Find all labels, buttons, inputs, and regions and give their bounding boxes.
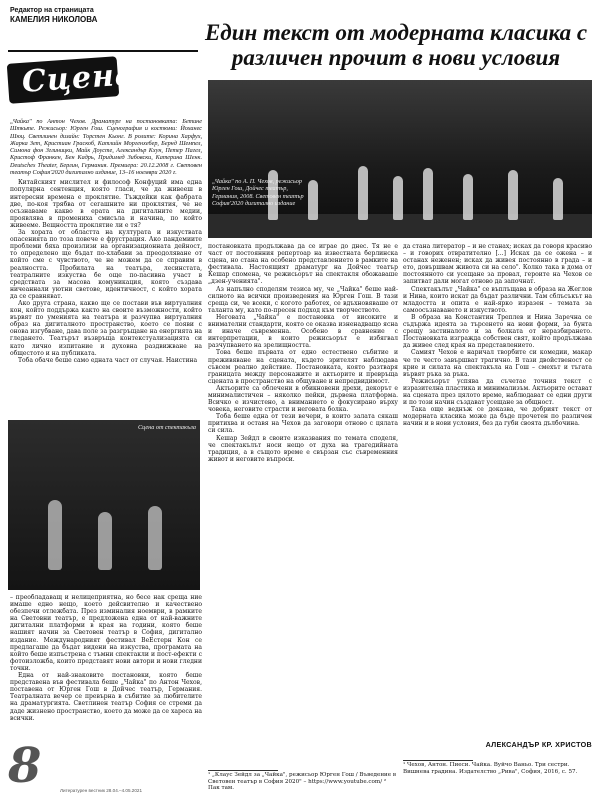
article-author: АЛЕКСАНДЪР КР. ХРИСТОВ <box>485 740 592 749</box>
paragraph: – преобладаващ и нелицеприятна, но бесе нак среща ние имаше едно нещо, което дейсвително и качествено обезпечи отлежбата. През изминалия ноември, в рамките на Световни театър, е предложена една от най-важните дигитални платформи в края на години, която беше нашият начин за Световен театър в София, дигитално издание. Международният фестивал ВеЕстерн Кон се предлагаше да бъдат видени на изкуства, програмата на който беше изпъстрена с тъмни спектакли и пост-ефекти с фотоизложба, които представят нови автори и нови гледни точки. <box>10 594 202 672</box>
scene-photo-caption: Сцена от спектакъла <box>138 424 196 431</box>
paragraph: В образа на Константин Треплев и Нина Заречна се съдържа идеята за търсенето на нови форми, за бунта срещу застиналото и за болката от неразбирането. Постановката изгражда собствен свят, който продължава да живее след края на представлението. <box>403 313 592 350</box>
editor-name: КАМЕЛИЯ НИКОЛОВА <box>10 15 98 24</box>
production-credits: „Чайка" по Антон Чехов. Драматург на постановката: Бетине Шткьте. Режисьор: Юрген Гош. Сценография и костюми: Йоханес Шюц. Светлинен дизайн: Торстен Кьонг. В ролите: Корина Харфух, Жарка Зет, Кристиан Граскоб, Катлийн Моргенхебер, Бернд Шемпел, Симона фон Зглиницки, Майк Доусте, Александър Кхун, Петер Пагел, Кристоф Франкен, Бен Кадрь, Придимед Зибовски, Катерина Шенк. Deutsches Theater, Берлин, Германия. Премиера: 20.12.2008 г. Световен театър София'2020 дигитално издание, 13–16 ноември 2020 г. <box>10 118 202 177</box>
article-column-1 <box>10 118 202 418</box>
paragraph: Самият Чехов е наричал творбите си комедии, макар че те често завършват трагично. В тази двойственост се крие и силата на спектакъла на Гош – смехът и тъгата вървят ръка за ръка. <box>403 349 592 378</box>
paragraph: постановката продължава да се играе до днес. Тя не е част от постоянния репертоар на известната берлинска сцена, но стана на особено представлението в рамките на фестивала. Настоящият драматург на Дойчес театър Кешар спомена, че режисьорът на спектакля обожаваше „дзен-ученията". <box>208 243 398 286</box>
paragraph: Китайският мислител и философ Конфуций има една популярна сентенция, която гласи, че да живееш в интересни времена е проклятие. Тъждейки как фабрата две, по-коя трябва от сегашните ни проклятия, че не осъзнаваме какво в ерата на дигиталните медии, проявлява в промениха смисъла и начина, по който живееме. Вещността проклятие ли е тя? <box>10 179 202 229</box>
actor-figure <box>98 512 112 570</box>
page-number: 8 <box>8 738 42 794</box>
editor-role: Редактор на страницата <box>10 7 94 14</box>
actor-figure <box>393 176 403 220</box>
article-column-3 <box>403 243 592 741</box>
footnote-divider <box>208 770 278 771</box>
actor-figure <box>308 180 318 220</box>
paragraph: Актьорите са облечени в обикновени дрехи, декорът е минималистичен – няколко пейки, дървена платформа. Всичко е изчистено, а вниманието е фокусирано върху човека, неговите страсти и неговата болка. <box>208 384 398 414</box>
paragraph: Режисьорът успява да съчетае точния текст с изразителна пластика и минимализъм. Актьорите остават на сцената през цялото време, наблюдават се едни други и по този начин създават усещане за общност. <box>403 377 592 407</box>
paragraph: Кешар Зейдл в своите изказвания по темата споделя, че спектакълът носи нещо от духа на трагедийната традиция, а в същото време е свързан със съвременния живот и неговите въпроси. <box>208 434 398 463</box>
footnote-divider <box>403 760 473 761</box>
headline: Един текст от модерната класика с различен прочит в нови условия <box>204 20 588 70</box>
section-logo <box>7 56 137 104</box>
paragraph: Аз напълно споделям тезиса му, че „Чайка" беше най-силното на всички произведения на Юрген Гош. В тази среща си, че всеки, с когото работех, се вдъхновяваше от таланта му, като по-пресен подход към творчеството. <box>208 285 398 314</box>
paragraph: Ако друга страна, какво ще се постави във виртуалния кон, който поддържа както на своите възможности, който вървят по уменията на театъра и разчупва виртуалния образ на дигиталното пространство, което се появи с онова изгубване, дава поле за разгръщане на енергията на гледането. Театърът възвръща контекстуализацията си като лично изпитание и духовна раздвижване на общестото и на публиката. <box>10 299 202 357</box>
footnote: ¹ Чехов, Антон. Пиеси. Чайка. Вуйчо Ваньо. Три сестри. Вишнева градина. Издателство „Рива", София, 2016, с. 57. <box>403 762 578 775</box>
main-photo <box>208 80 592 238</box>
paragraph: Спектакълът „Чайка" се въплъщава в образа на Жеглов и Нина, които искат да бъдат различни. Там сблъсъкът на младостта и опита е най-ярко изразен – темата за самоосъзнаването и изкуството. <box>403 285 592 314</box>
page-footer: Литературен вестник 28.04.–4.05.2021 <box>60 788 143 793</box>
paragraph: Тоба беше една от тези вечери, в които залата сякаш притихва и оставя на Чехов да заговори отново с цялата си сила. <box>208 413 398 435</box>
actor-figure <box>148 506 162 570</box>
paragraph: Така още веднъж се доказва, че добрият текст от модерната класика може да бъде прочетен по различен начин и в нови условия, без да губи своята дълбочина. <box>403 406 592 428</box>
editor-credit <box>10 6 97 24</box>
actor-figure <box>358 166 368 220</box>
paragraph: да стана литератор – и не станах; исках да говоря красиво – и говорих отвратително [...] Исках да се ожена – и останах неженен; исках да живея постоянно в града – и ето, довършвам живота си на село". Колко така в дома от постоянното си усещане за провал, героите на Чехов се запитват дали могат отново да започнат. <box>403 243 592 286</box>
header-rule <box>8 50 198 52</box>
paragraph: Една от най-знаковите постановки, която беше представена във фестивала беше „Чайка" по Антон Чехов, поставена от Юрген Гош в Дойчес театър, Германия. Театралната вечер се превърна в събитие за любителите на драматургията. Светлинен театър София се стреми да даде жизнено пространство, което да може да се хареса на всички. <box>10 672 202 722</box>
paragraph: За хората от областта на културата и изкуствата опасенията по тоза повече е фрустрация. Ако пандемиите проблеми бяха произлизи на организационната дейност, то определено ще бъдат по-хлабави за преодоляване от който сме с чувството, че не можем да се справим в реалността. Пробилата на театъра, лесинстата, театралните изкуства бе още по-пасивна участ в средствата за масова комуникация, която създава ничеаннали уютни светове, идентичност, с който хората да се сравняват. <box>10 229 202 300</box>
paragraph: Неговата „Чайка" е постановка от високите и внимателни стандарти, която се оказва изненадващо ясна и иначе съвременна. Особено в сравнение с интерпретации, в които режисьорът е избягвал разчупването на зрелищността. <box>208 313 398 350</box>
scene-photo <box>8 420 200 590</box>
footnote: ¹ „Клаус Зейдл за „Чайка", режисьор Юрген Гош / Въведение в Световен театър в София 2020" – https://www.youtube.com/ ² Пак там. <box>208 772 397 792</box>
actor-figure <box>508 170 518 220</box>
actor-figure <box>423 168 433 220</box>
article-column-2 <box>208 243 398 773</box>
actor-figure <box>463 174 473 220</box>
paragraph: Тоба обаче беше само едната част от случая. Наистина <box>18 356 198 364</box>
paragraph: Това беше първата от едно естествено събитие и преживяване на сцената, където зрителят наблюдава съвсем реално действие. Постановката, която разтваря границата между персонажите и актьорите и превръща сцената в пространство на общуване и непредвидимост. <box>208 349 398 385</box>
main-photo-caption: „Чайка" по А. П. Чехов, режисьор Юрген Гош, Дойчес театър, Германия, 2008. Световен театър София'2020 дигитално издание <box>212 178 304 208</box>
section-logo-text: Сцена <box>20 56 137 100</box>
actor-figure <box>553 178 563 220</box>
actor-figure <box>48 500 62 570</box>
